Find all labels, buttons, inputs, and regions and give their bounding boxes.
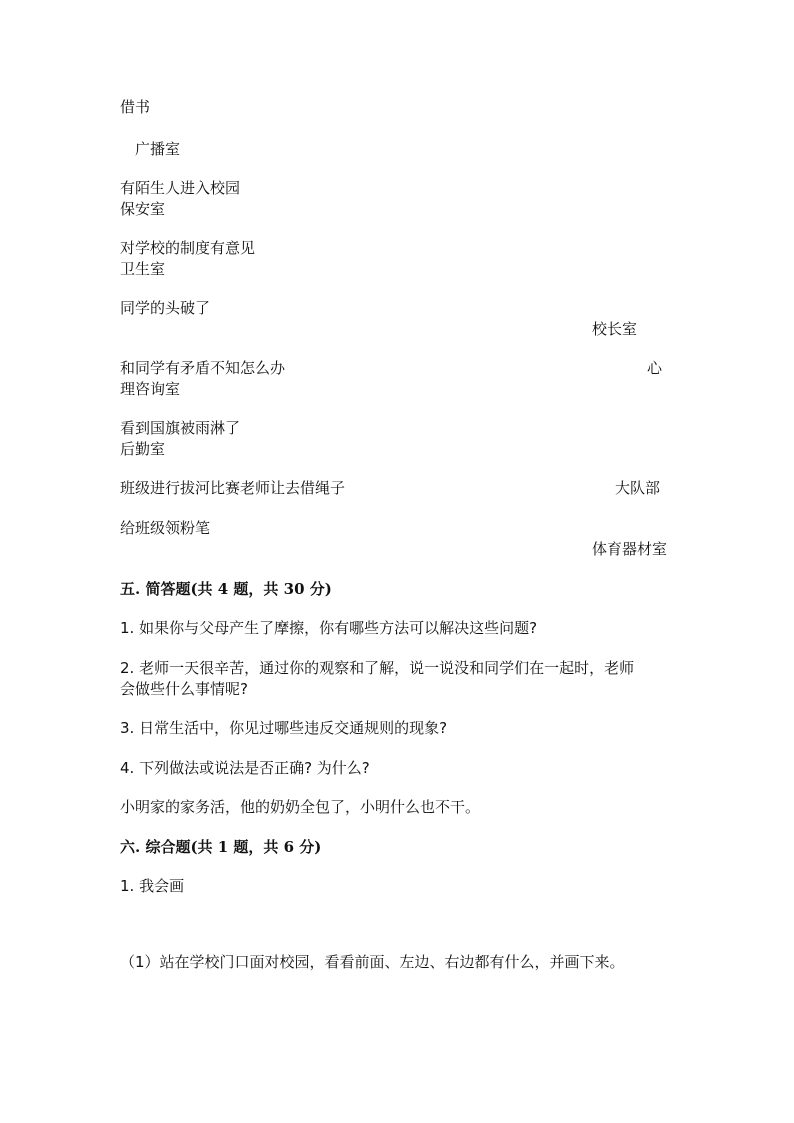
question-4-statement: 小明家的家务活，他的奶奶全包了，小明什么也不干。: [120, 798, 481, 816]
match-room: 校长室: [592, 320, 638, 338]
question-1: 1. 如果你与父母产生了摩擦，你有哪些方法可以解决这些问题?: [120, 619, 538, 637]
match-room: 卫生室: [120, 260, 166, 278]
match-item: 和同学有矛盾不知怎么办: [120, 359, 286, 377]
question-6-1: 1. 我会画: [120, 877, 185, 895]
question-2-line-2: 会做些什么事情呢?: [120, 680, 248, 698]
section-5-title: 五. 简答题(共 4 题，共 30 分): [120, 580, 332, 598]
match-room: 大队部: [615, 479, 661, 497]
question-4: 4. 下列做法或说法是否正确? 为什么?: [120, 759, 370, 777]
question-6-1-sub: （1）站在学校门口面对校园，看看前面、左边、右边都有什么，并画下来。: [120, 953, 625, 971]
question-2-line-1: 2. 老师一天很辛苦，通过你的观察和了解，说一说没和同学们在一起时，老师: [120, 659, 635, 677]
match-item: 借书: [120, 98, 151, 116]
match-room: 后勤室: [120, 440, 166, 458]
match-room: 体育器材室: [592, 540, 668, 558]
match-room: 心: [647, 359, 663, 377]
match-item: 班级进行拔河比赛老师让去借绳子: [120, 479, 346, 497]
section-6-title: 六. 综合题(共 1 题，共 6 分): [120, 838, 322, 856]
match-item: 同学的头破了: [120, 299, 211, 317]
match-room: 保安室: [120, 200, 166, 218]
match-room: 理咨询室: [120, 380, 181, 398]
match-item: 看到国旗被雨淋了: [120, 419, 241, 437]
match-item: 给班级领粉笔: [120, 519, 211, 537]
match-item: 有陌生人进入校园: [120, 179, 241, 197]
question-3: 3. 日常生活中，你见过哪些违反交通规则的现象?: [120, 719, 448, 737]
match-room: 广播室: [135, 140, 181, 158]
match-item: 对学校的制度有意见: [120, 239, 256, 257]
